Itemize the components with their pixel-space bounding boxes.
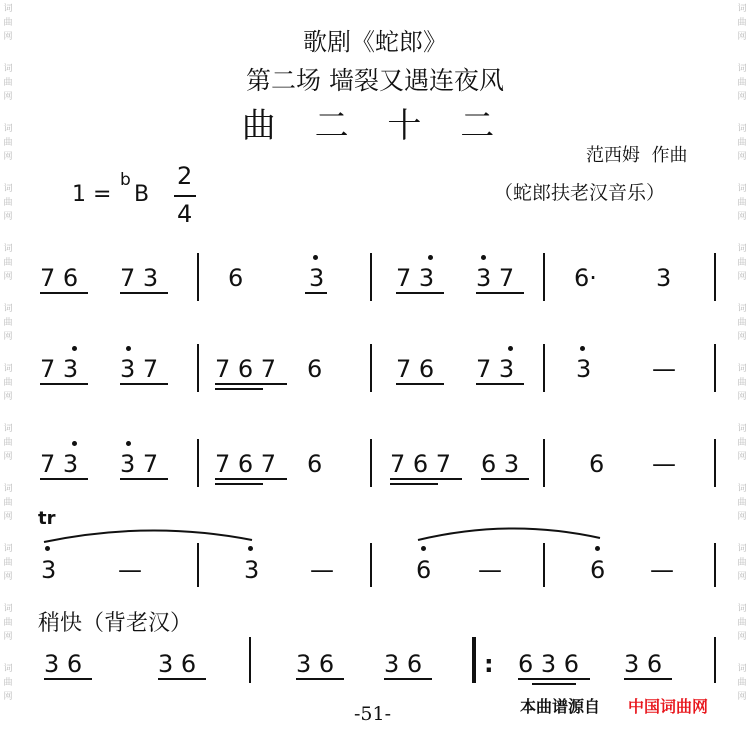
wm-char: 网 (737, 152, 747, 162)
note-group: 7 3 (396, 264, 435, 292)
wm-char: 网 (3, 632, 13, 642)
wm-char: 曲 (3, 378, 13, 388)
wm-char: 网 (3, 392, 13, 402)
high-octave-dot (421, 546, 426, 551)
note-group: 3 6 (624, 650, 663, 678)
wm-char: 词 (737, 244, 747, 254)
sustain-dash: — (118, 556, 142, 584)
underline (624, 678, 672, 680)
wm-char: 曲 (737, 258, 747, 268)
trill-mark: tr (38, 508, 56, 529)
wm-char: 曲 (737, 438, 747, 448)
note: 6 (590, 556, 606, 584)
note-group: 7 6 (396, 355, 435, 383)
wm-char: 曲 (3, 438, 13, 448)
wm-char: 曲 (737, 558, 747, 568)
sustain-dash: — (478, 556, 502, 584)
sustain-dash: — (650, 556, 674, 584)
wm-char: 词 (3, 184, 13, 194)
note: 3 (41, 556, 57, 584)
note-group: 7 6 7 (215, 355, 277, 383)
wm-char: 词 (3, 304, 13, 314)
note: 6 (307, 355, 323, 383)
page-number: -51- (354, 703, 392, 725)
wm-char: 词 (737, 664, 747, 674)
underline (532, 683, 576, 685)
bar-line (714, 543, 716, 587)
wm-char: 词 (737, 4, 747, 14)
watermark-left (1, 662, 15, 704)
wm-char: 网 (737, 572, 747, 582)
high-octave-dot (248, 546, 253, 551)
wm-char: 曲 (737, 198, 747, 208)
flat-sign: b (120, 170, 131, 190)
wm-char: 曲 (3, 78, 13, 88)
wm-char: 词 (737, 364, 747, 374)
wm-char: 词 (3, 604, 13, 614)
high-octave-dot (45, 546, 50, 551)
note: 3 (656, 264, 672, 292)
wm-char: 曲 (737, 318, 747, 328)
wm-char: 网 (737, 512, 747, 522)
sustain-dash: — (652, 355, 676, 383)
note-group: 3 6 (44, 650, 83, 678)
bar-line (197, 543, 199, 587)
wm-char: 词 (3, 64, 13, 74)
note: 6 (589, 450, 605, 478)
note-group: 7 3 (40, 355, 79, 383)
wm-char: 网 (737, 212, 747, 222)
wm-char: 词 (737, 124, 747, 134)
note-group: 3 7 (120, 355, 159, 383)
wm-char: 词 (3, 4, 13, 14)
piece-title: 曲 二 十 二 (241, 106, 509, 146)
wm-char: 曲 (3, 18, 13, 28)
note: 6 (307, 450, 323, 478)
wm-char: 网 (3, 452, 13, 462)
slur-arc (418, 528, 600, 540)
time-denominator: 4 (177, 200, 193, 228)
bar-line (714, 637, 716, 683)
bar-line (249, 637, 251, 683)
source-label: 本曲谱源自 (520, 697, 601, 716)
piece-subtitle: （蛇郎扶老汉音乐） (494, 182, 666, 204)
wm-char: 网 (737, 32, 747, 42)
slur-arc (44, 530, 252, 542)
wm-char: 曲 (3, 258, 13, 268)
wm-char: 词 (3, 364, 13, 374)
underline (296, 678, 344, 680)
wm-char: 词 (737, 304, 747, 314)
note-group: 6 3 (481, 450, 520, 478)
wm-char: 曲 (3, 498, 13, 508)
wm-char: 网 (3, 572, 13, 582)
wm-char: 词 (737, 484, 747, 494)
underline (518, 678, 590, 680)
key-prefix: 1 = (72, 182, 112, 207)
note-dotted: 6· (574, 264, 597, 292)
wm-char: 网 (3, 512, 13, 522)
sustain-dash: — (652, 450, 676, 478)
note: 3 (309, 264, 325, 292)
bar-line (543, 543, 545, 587)
wm-char: 曲 (3, 198, 13, 208)
note: 6 (228, 264, 244, 292)
watermark-right (735, 662, 749, 704)
note: 3 (244, 556, 260, 584)
wm-char: 词 (737, 184, 747, 194)
wm-char: 网 (737, 632, 747, 642)
composer-credit: 范西姆 作曲 (586, 145, 688, 166)
wm-char: 词 (737, 64, 747, 74)
watermark-right (735, 602, 749, 644)
wm-char: 曲 (737, 678, 747, 688)
wm-char: 网 (737, 332, 747, 342)
scene-title: 第二场 墙裂又遇连夜风 (246, 66, 504, 95)
wm-char: 网 (737, 452, 747, 462)
note-group: 3 7 (120, 450, 159, 478)
wm-char: 网 (737, 92, 747, 102)
underline (44, 678, 92, 680)
repeat-sign: : (484, 650, 494, 678)
wm-char: 网 (3, 692, 13, 702)
wm-char: 词 (3, 484, 13, 494)
opera-title: 歌剧《蛇郎》 (303, 28, 447, 56)
bar-line (370, 543, 372, 587)
key-letter: B (134, 182, 150, 207)
wm-char: 词 (737, 544, 747, 554)
wm-char: 曲 (737, 78, 747, 88)
wm-char: 词 (737, 424, 747, 434)
wm-char: 词 (3, 424, 13, 434)
note-group: 7 3 (40, 450, 79, 478)
note-group: 7 6 (40, 264, 79, 292)
note-group: 7 3 (476, 355, 515, 383)
underline (158, 678, 206, 680)
note: 3 (576, 355, 592, 383)
source-site-link[interactable]: 中国词曲网 (628, 697, 709, 716)
wm-char: 曲 (3, 618, 13, 628)
tempo-marking: 稍快（背老汉） (38, 611, 193, 636)
note-group: 7 3 (120, 264, 159, 292)
wm-char: 网 (737, 392, 747, 402)
note-group: 7 6 7 (390, 450, 452, 478)
wm-char: 曲 (737, 138, 747, 148)
wm-char: 曲 (3, 318, 13, 328)
watermark-left (1, 602, 15, 644)
note-group: 3 7 (476, 264, 515, 292)
repeat-bar-line (472, 637, 476, 683)
wm-char: 网 (3, 212, 13, 222)
note-group: 3 6 (296, 650, 335, 678)
wm-char: 词 (3, 664, 13, 674)
underline (384, 678, 432, 680)
wm-char: 网 (3, 152, 13, 162)
wm-char: 网 (3, 272, 13, 282)
high-octave-dot (595, 546, 600, 551)
wm-char: 曲 (737, 378, 747, 388)
time-numerator: 2 (177, 162, 193, 190)
wm-char: 曲 (737, 618, 747, 628)
wm-char: 词 (3, 244, 13, 254)
wm-char: 曲 (737, 498, 747, 508)
note: 6 (416, 556, 432, 584)
wm-char: 词 (3, 124, 13, 134)
wm-char: 网 (737, 692, 747, 702)
note-group: 3 6 (158, 650, 197, 678)
wm-char: 网 (3, 332, 13, 342)
wm-char: 网 (3, 92, 13, 102)
wm-char: 曲 (737, 18, 747, 28)
wm-char: 网 (3, 32, 13, 42)
wm-char: 词 (737, 604, 747, 614)
wm-char: 曲 (3, 558, 13, 568)
wm-char: 曲 (3, 138, 13, 148)
note-group: 3 6 (384, 650, 423, 678)
sustain-dash: — (310, 556, 334, 584)
wm-char: 词 (3, 544, 13, 554)
note-group: 6 3 6 (518, 650, 580, 678)
wm-char: 网 (737, 272, 747, 282)
wm-char: 曲 (3, 678, 13, 688)
note-group: 7 6 7 (215, 450, 277, 478)
